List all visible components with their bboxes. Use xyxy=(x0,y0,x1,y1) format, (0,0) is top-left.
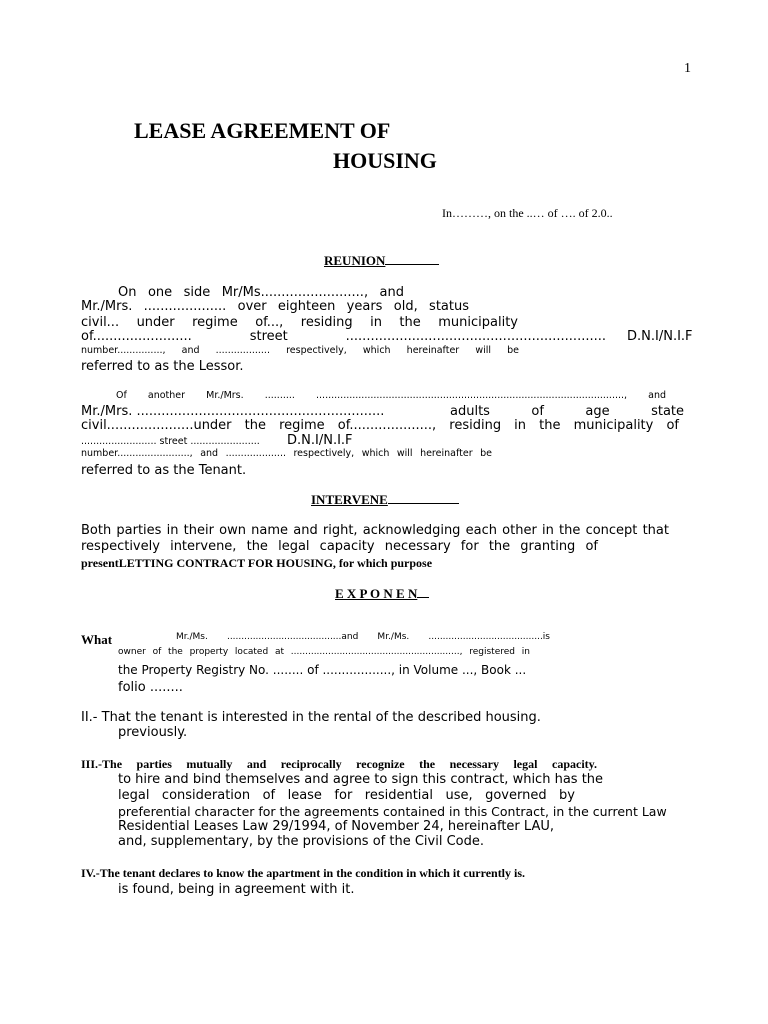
lessor-line-2: Mr./Mrs. .................... over eighteen years old, status xyxy=(81,299,469,314)
exponen-item3-line-6: and, supplementary, by the provisions of the Civil Code. xyxy=(118,834,484,849)
tenant-line-6: referred to as the Tenant. xyxy=(81,463,247,478)
heading-underline-extension xyxy=(388,502,459,504)
section-heading-exponen xyxy=(335,586,429,602)
lessor-line-5: number..............., and .................. respectively, which hereinafter will be xyxy=(81,345,519,356)
exponen-item1-line-1: Mr./Ms. ........................................and Mr./Ms. ........................................is xyxy=(176,632,550,642)
exponen-item4-line-1 xyxy=(81,866,525,881)
tenant-line-4a: ......................... street ....................... xyxy=(81,436,260,447)
exponen-item3-line-5: Residential Leases Law 29/1994, of November 24, hereinafter LAU, xyxy=(118,819,554,834)
exponen-item1-line-2: owner of the property located at ..........................................................., registered in xyxy=(118,647,530,657)
exponen-item3-line-1-text: The parties mutually and reciprocally recognize the necessary legal capacity. xyxy=(102,757,597,771)
exponen-item1-line-4: folio ........ xyxy=(118,680,183,695)
tenant-line-1: Of another Mr./Mrs. .......... ......................................................................................................, and xyxy=(116,390,666,401)
exponen-item4-prefix: IV.- xyxy=(81,866,100,880)
lessor-line-3: civil... under regime of..., residing in the municipality xyxy=(81,315,518,330)
tenant-line-2a: Mr./Mrs. ............................................................ xyxy=(81,404,385,419)
section-heading-reunion xyxy=(324,253,439,269)
section-heading-label: REUNION xyxy=(324,253,386,268)
heading-underline-extension xyxy=(417,596,429,598)
tenant-line-2b: adults of age state xyxy=(450,404,684,419)
intervene-line-1: Both parties in their own name and right, acknowledging each other in the concept that xyxy=(81,523,669,538)
exponen-item3-line-2: to hire and bind themselves and agree to sign this contract, which has the xyxy=(118,772,604,787)
tenant-line-5: number........................, and .................... respectively, which will hereinafter be xyxy=(81,448,492,459)
intervene-line-2: respectively intervene, the legal capacity necessary for the granting of xyxy=(81,539,598,554)
exponen-item1-what: What xyxy=(81,632,113,647)
section-heading-label: E X P O N E N xyxy=(335,586,418,601)
lessor-dni-label: D.N.I/N.I.F xyxy=(627,329,693,344)
section-heading-label: INTERVENE xyxy=(311,492,388,507)
intervene-line-3: presentLETTING CONTRACT FOR HOUSING, for which purpose xyxy=(81,556,433,570)
date-line: In………, on the ..… of …. of 2.0.. xyxy=(442,206,613,220)
exponen-item3-line-1 xyxy=(81,757,597,772)
document-title-line-1: LEASE AGREEMENT OF xyxy=(134,118,391,143)
page-number: 1 xyxy=(684,61,691,76)
exponen-item3-prefix: III.- xyxy=(81,757,103,771)
exponen-item2-line-1: II.- That the tenant is interested in the rental of the described housing. xyxy=(81,710,541,725)
tenant-line-3: civil.....................under the regime of...................., residing in the municipality of xyxy=(81,418,679,433)
exponen-item3-line-4: preferential character for the agreements contained in this Contract, in the current Law xyxy=(118,804,667,819)
exponen-item2-line-2: previously. xyxy=(118,725,188,740)
lessor-line-6: referred to as the Lessor. xyxy=(81,359,244,374)
lessor-line-1: On one side Mr/Ms........................., and xyxy=(118,285,404,300)
exponen-item4-line-1-text: The tenant declares to know the apartment in the condition in which it currently is. xyxy=(99,866,526,880)
exponen-item4-line-2: is found, being in agreement with it. xyxy=(118,882,355,897)
section-heading-intervene xyxy=(311,492,459,508)
document-title-line-2: HOUSING xyxy=(333,148,437,173)
exponen-item3-line-3: legal consideration of lease for residential use, governed by xyxy=(118,788,575,803)
tenant-dni-label: D.N.I/N.I.F xyxy=(287,433,353,448)
exponen-item1-line-3: the Property Registry No. ........ of .................., in Volume ..., Book ... xyxy=(118,663,527,677)
lessor-line-4: of........................ street ............................................................... xyxy=(81,329,606,344)
heading-underline-extension xyxy=(385,263,439,265)
